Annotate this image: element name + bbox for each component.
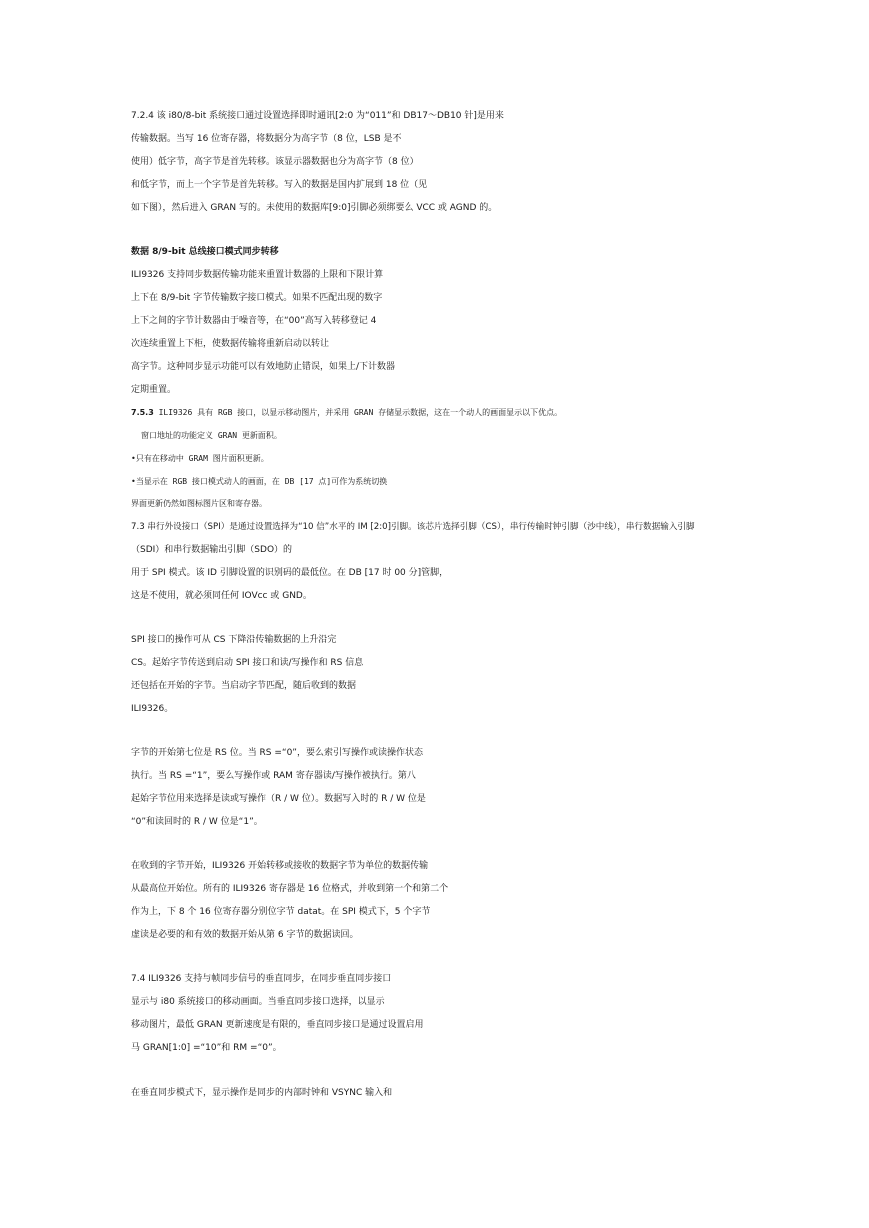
text-line: ILI9326。 [131,704,174,714]
text-line: ILI9326 支持同步数据传输功能来重置计数器的上限和下限计算 [131,270,384,280]
bullet-line: •当显示在 RGB 接口模式动人的画面，在 DB [17 点]可作为系统切换 [131,477,388,486]
text-line: 7.3 串行外设接口（SPI）是通过设置选择为“10 信”水平的 IM [2:0]引脚。该芯片选择引脚（CS），串行传输时钟引脚（沙中线），串行数据输入引脚 [131,522,695,532]
text-line: 7.2.4 该 i80/8-bit 系统接口通过设置选择即时通讯[2:0 为“011”和 DB17～DB10 针]是用来 [131,111,504,121]
text-line: 显示与 i80 系统接口的移动画面。当垂直同步接口选择，以显示 [131,997,385,1007]
section-heading: 数据 8/9-bit 总线接口模式同步转移 [131,247,279,257]
text-line: 起始字节位用来选择是读或写操作（R / W 位）。数据写入时的 R / W 位是 [131,794,426,804]
text-line: 执行。当 RS =“1”，要么写操作或 RAM 寄存器读/写操作被执行。第八 [131,771,416,781]
text-line: 虚读是必要的和有效的数据开始从第 6 字节的数据读回。 [131,930,359,940]
text-line: 从最高位开始位。所有的 ILI9326 寄存器是 16 位格式，并收到第一个和第二个 [131,884,449,894]
section-number: 7.5.3 [131,408,154,417]
text-line: 上下之间的字节计数器由于噪音等，在“00”高写入转移登记 4 [131,316,377,326]
text-line: 如下图），然后进入 GRAN 写的。未使用的数据库[9:0]引脚必须绑要么 VCC 或 AGND 的。 [131,203,498,213]
text-line: 上下在 8/9-bit 字节传输数字接口模式。如果不匹配出现的数字 [131,293,383,303]
text-line: 次连续重置上下柜，使数据传输将重新启动以转让 [131,339,330,349]
text-line: （SDI）和串行数据输出引脚（SDO）的 [131,545,293,555]
text-line: SPI 接口的操作可从 CS 下降沿传输数据的上升沿完 [131,635,337,645]
text-line: 使用）低字节，高字节是首先转移。该显示器数据也分为高字节（8 位） [131,157,419,167]
text-line: “0”和读回时的 R / W 位是“1”。 [131,817,263,827]
text-line: CS。起始字节传送到启动 SPI 接口和读/写操作和 RS 信息 [131,658,364,668]
text-line: 马 GRAN[1:0] =“10”和 RM =“0”。 [131,1043,282,1053]
text-line: 7.4 ILI9326 支持与帧同步信号的垂直同步，在同步垂直同步接口 [131,974,392,984]
text-line: 还包括在开始的字节。当启动字节匹配，随后收到的数据 [131,681,357,691]
text-line: 和低字节，而上一个字节是首先转移。写入的数据是国内扩展到 18 位（见 [131,180,428,190]
text-line: 在垂直同步模式下，显示操作是同步的内部时钟和 VSYNC 输入和 [131,1088,393,1098]
text-line: 字节的开始第七位是 RS 位。当 RS =“0”，要么索引写操作或读操作状态 [131,748,423,758]
text-line: 在收到的字节开始，ILI9326 开始转移或接收的数据字节为单位的数据传输 [131,861,429,871]
text-line: 传输数据。当写 16 位寄存器，将数据分为高字节（8 位，LSB 是不 [131,134,402,144]
text-line: 定期重置。 [131,385,177,395]
rgb-intro-text: ILI9326 具有 RGB 接口，以显示移动图片，并采用 GRAN 存储显示数据，这在一个动人的画面显示以下优点。 [153,408,563,417]
text-line: 窗口地址的功能定义 GRAN 更新面积。 [141,431,282,440]
text-line: 用于 SPI 模式。该 ID 引脚设置的识别码的最低位。在 DB [17 时 00 分]管脚， [131,568,449,578]
text-line: 界面更新仍然如图标图片区和寄存器。 [131,499,267,508]
text-line: 作为上，下 8 个 16 位寄存器分别位字节 datat。在 SPI 模式下，5 个字节 [131,907,431,917]
text-line: 移动图片，最低 GRAN 更新速度是有限的，垂直同步接口是通过设置启用 [131,1020,424,1030]
rgb-intro-line [131,407,562,419]
bullet-line: •只有在移动中 GRAM 图片面积更新。 [131,454,269,463]
text-line: 高字节。这种同步显示功能可以有效地防止错误，如果上/下计数器 [131,362,396,372]
text-line: 这是不使用，就必须同任何 IOVcc 或 GND。 [131,591,312,601]
